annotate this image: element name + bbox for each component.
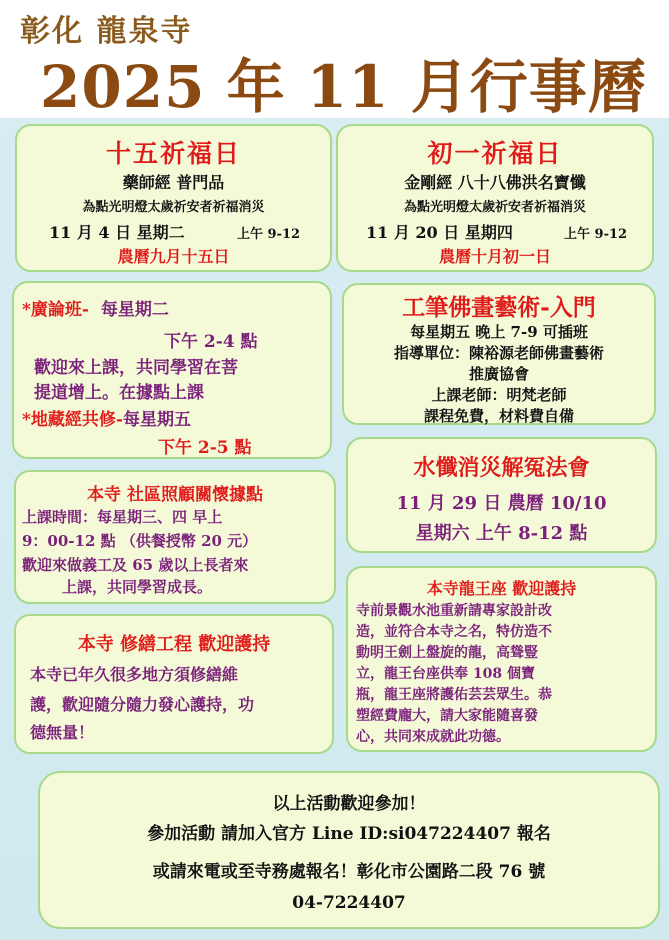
community-care-card: [14, 470, 336, 604]
sutras-text: 藥師經 普門品: [122, 173, 225, 192]
lamrim-class-time: 下午 2-4 點: [164, 332, 258, 352]
welcome-line: 以上活動歡迎參加！: [272, 794, 426, 814]
registration-footer: [38, 771, 660, 929]
time-text: 上午 9-12: [237, 227, 301, 242]
repair-desc-2: 護，歡迎隨分隨力發心護持，功: [30, 695, 255, 714]
card-title: 工筆佛畫藝術-入門: [402, 294, 596, 321]
sutras-text: 金剛經 八十八佛洪名寶懺: [404, 173, 586, 192]
ksitigarbha-time: 下午 2-5 點: [158, 438, 252, 458]
repair-desc-1: 本寺已年久很多地方須修繕維: [30, 665, 239, 684]
fee-text: 課程免費，材料費自備: [423, 407, 574, 425]
repentance-ceremony-card: [346, 437, 657, 553]
class-time-text: 上課時間：每星期三、四 早上: [22, 508, 223, 526]
schedule-text: 每星期五 晚上 7-9 可插班: [410, 323, 588, 341]
welcome-text-2: 上課，共同學習成長。: [62, 578, 213, 596]
lunar-date: 農曆九月十五日: [117, 247, 230, 266]
card-title: 初一祈福日: [427, 139, 563, 168]
date-text: 11 月 29 日 農曆 10/10: [396, 493, 607, 514]
dragon-desc-1: 寺前景觀水池重新請專家設計改: [356, 603, 552, 619]
card-title: 水懺消災解冤法會: [413, 455, 590, 481]
meal-text: 9：00-12 點 （供餐授幣 20 元）: [22, 532, 258, 550]
buddhist-painting-card: [342, 283, 656, 425]
dragon-king-seat-card: [346, 566, 657, 752]
teacher-text: 上課老師：明梵老師: [431, 386, 567, 404]
ksitigarbha-title: *地藏經共修-: [22, 410, 123, 430]
dragon-desc-7: 心，共同來成就此功德。: [356, 729, 510, 745]
first-day-blessing-card: [336, 124, 654, 272]
line-id-line: 參加活動 請加入官方 Line ID:si047224407 報名: [147, 824, 551, 844]
time-text: 星期六 上午 8-12 點: [415, 523, 588, 544]
dragon-desc-4: 立，龍王台座供奉 108 個寶: [356, 666, 535, 682]
card-title: 本寺 修繕工程 歡迎護持: [77, 634, 271, 655]
lamrim-class-desc-1: 歡迎來上課，共同學習在菩: [34, 358, 238, 378]
dragon-desc-2: 造，並符合本寺之名，特仿造不: [356, 624, 552, 640]
header: [0, 0, 669, 121]
lunar-date: 農曆十月初一日: [438, 247, 551, 266]
card-title: 本寺龍王座 歡迎護持: [426, 579, 577, 598]
date-text: 11 月 4 日 星期二: [49, 223, 185, 242]
dragon-desc-6: 塑經費龐大，請大家能隨喜發: [356, 708, 538, 724]
classes-card: [12, 281, 332, 459]
address-line: 或請來電或至寺務處報名！彰化市公園路二段 76 號: [152, 862, 546, 882]
card-title: 本寺 社區照顧關懷據點: [87, 485, 263, 505]
organizer-text: 指導單位：陳裕源老師佛畫藝術: [393, 344, 604, 362]
phone-number: 04-7224407: [292, 893, 406, 913]
organizer-text-2: 推廣協會: [468, 365, 529, 383]
dragon-desc-3: 動明王劍上盤旋的龍，高聳豎: [356, 645, 538, 661]
repair-project-card: [14, 614, 334, 754]
ksitigarbha-day: 每星期五: [122, 410, 191, 430]
lamrim-class-day: 每星期二: [100, 300, 169, 320]
date-text: 11 月 20 日 星期四: [366, 223, 513, 242]
purpose-text: 為點光明燈太歲祈安者祈福消災: [403, 200, 586, 215]
lamrim-class-title: *廣論班-: [22, 300, 89, 320]
lamrim-class-desc-2: 提道增上。在據點上課: [34, 383, 204, 403]
time-text: 上午 9-12: [564, 227, 628, 242]
fifteenth-blessing-day-card: [15, 124, 332, 272]
repair-desc-3: 德無量！: [30, 723, 95, 742]
welcome-text: 歡迎來做義工及 65 歲以上長者來: [22, 556, 249, 574]
temple-name: 彰化 龍泉寺: [20, 14, 193, 49]
card-title: 十五祈福日: [105, 139, 241, 168]
dragon-desc-5: 瓶，龍王座將護佑芸芸眾生。恭: [356, 687, 552, 703]
page-title: 2025 年 11 月行事曆: [40, 53, 647, 121]
purpose-text: 為點光明燈太歲祈安者祈福消災: [82, 200, 265, 215]
